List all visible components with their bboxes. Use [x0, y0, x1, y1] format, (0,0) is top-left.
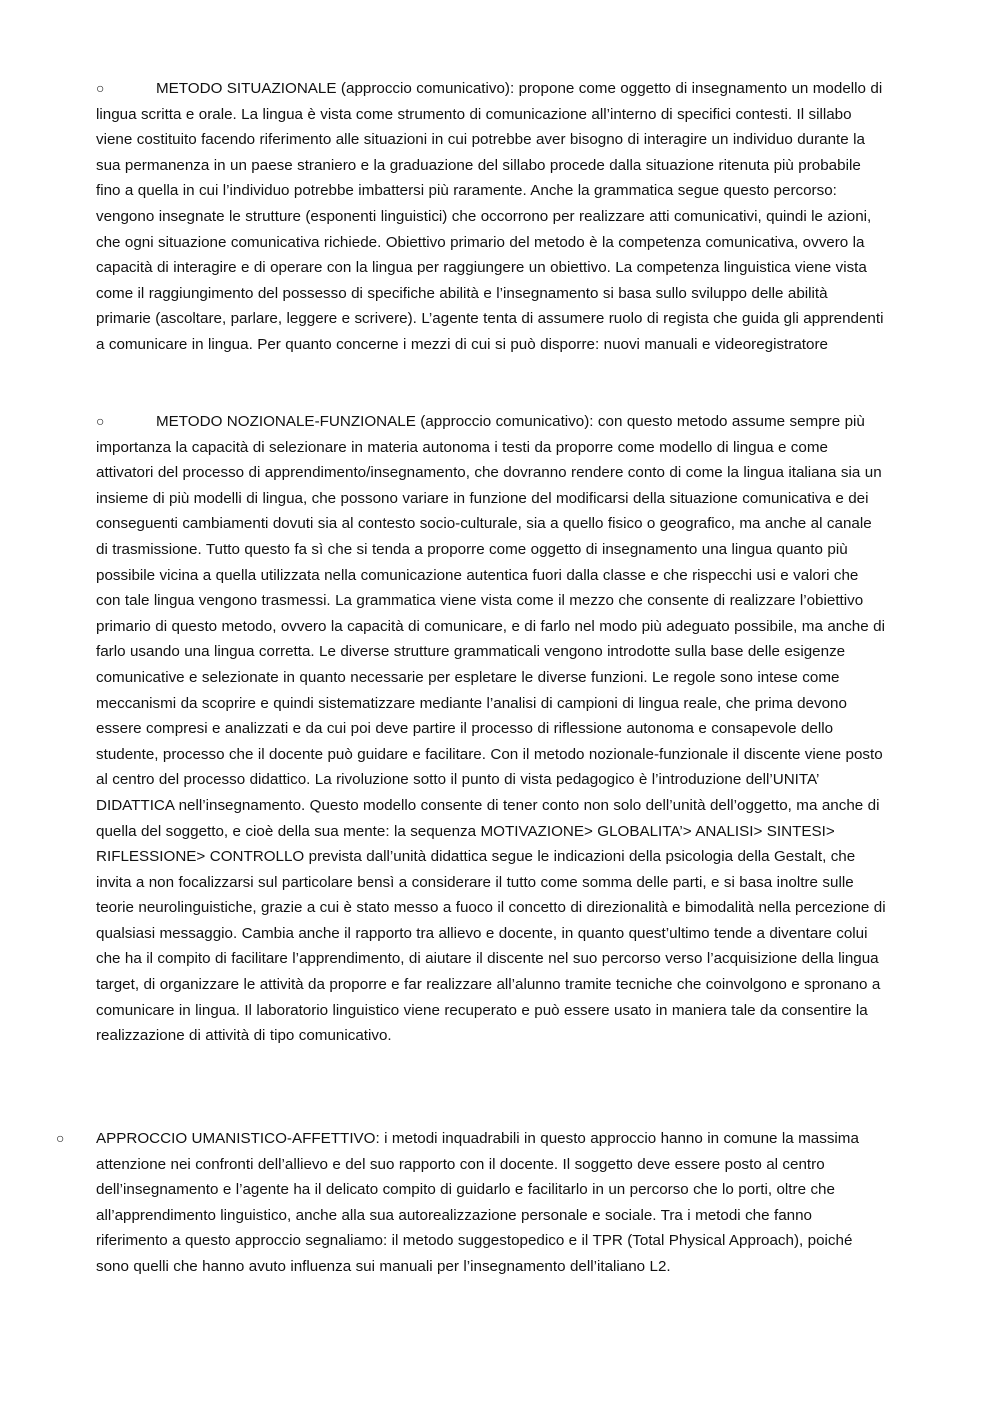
- bullet-circle-icon: ○: [96, 413, 105, 429]
- section-title: METODO SITUAZIONALE: [156, 80, 337, 97]
- bullet-circle-icon: ○: [56, 1130, 65, 1146]
- paragraph-text: [96, 409, 886, 1049]
- paragraph-body: (approccio comunicativo): con questo metodo assume sempre più importanza la capacità di selezionare in materia autonoma i testi da proporre come modello di lingua e come attivatori del processo di apprendimento/insegnamento, che dovranno rendere conto di come la lingua italiana sia un insieme di più modelli di lingua, che possono variare in funzione del modificarsi della situazione comunicativa e dei conseguenti cambiamenti dovuti sia al contesto socio-culturale, sia a quello fisico o geografico, ma anche al canale di trasmissione. Tutto questo fa sì che si tenda a proporre come oggetto di insegnamento una lingua quanto più possibile vicina a quella utilizzata nella comunicazione autentica fuori dalla classe e che rispecchi usi e valori che con tale lingua vengono trasmessi. La grammatica viene vista come il mezzo che consente di realizzare l’obiettivo primario di questo metodo, ovvero la capacità di comunicare, e di farlo nel modo più adeguato possibile, ma anche di farlo usando una lingua corretta. Le diverse strutture grammaticali vengono introdotte sulla base delle esigenze comunicative e selezionate in quanto necessarie per espletare le diverse funzioni. Le regole sono intese come meccanismi da scoprire e quindi sistematizzare mediante l’analisi di campioni di lingua reale, che prima devono essere compresi e analizzati e da cui poi deve partire il processo di riflessione autonoma e consapevole dello studente, processo che il docente può guidare e facilitare. Con il metodo nozionale-funzionale il discente viene posto al centro del processo didattico. La rivoluzione sotto il punto di vista pedagogico è l’introduzione dell’UNITA’ DIDATTICA nell’insegnamento. Questo modello consente di tener conto non solo dell’unità dell’oggetto, ma anche di quella del soggetto, e cioè della sua mente: la sequenza MOTIVAZIONE> GLOBALITA’> ANALISI> SINTESI> RIFLESSIONE> CONTROLLO prevista dall’unità didattica segue le indicazioni della psicologia della Gestalt, che invita a non focalizzarsi sul particolare bensì a considerare il tutto come somma delle parti, e si basa inoltre sulle teorie neurolinguistiche, grazie a cui è stato messo a fuoco il concetto di direzionalità e bimodalità nella percezione di qualsiasi messaggio. Cambia anche il rapporto tra allievo e docente, in quanto quest’ultimo tende a diventare colui che ha il compito di facilitare l’apprendimento, di aiutare il discente nel suo percorso verso l’acquisizione della lingua target, di organizzare le attività da proporre e far realizzare all’alunno tramite tecniche che coinvolgono e spronano a comunicare in lingua. Il laboratorio linguistico viene recuperato e può essere usato in maniera tale da consentire la realizzazione di attività di tipo comunicativo.: [96, 413, 886, 1045]
- paragraph-text: [96, 76, 886, 358]
- paragraph-text: [96, 1126, 886, 1280]
- bullet-circle-icon: ○: [96, 80, 105, 96]
- list-item-metodo-situazionale: [96, 76, 886, 358]
- list-item-metodo-nozionale-funzionale: [96, 409, 886, 1049]
- paragraph-body: : i metodi inquadrabili in questo approccio hanno in comune la massima attenzione nei confronti dell’allievo e del suo rapporto con il docente. Il soggetto deve essere posto al centro dell’insegnamento e l’agente ha il delicato compito di guidarlo e facilitarlo in un percorso che lo porti, oltre che all’apprendimento linguistico, anche alla sua autorealizzazione personale e sociale. Tra i metodi che fanno riferimento a questo approccio segnaliamo: il metodo suggestopedico e il TPR (Total Physical Approach), poiché sono quelli che hanno avuto influenza sui manuali per l’insegnamento dell’italiano L2.: [96, 1130, 859, 1275]
- paragraph-body: (approccio comunicativo): propone come oggetto di insegnamento un modello di lingua scritta e orale. La lingua è vista come strumento di comunicazione all’interno di specifici contesti. Il sillabo viene costituito facendo riferimento alle situazioni in cui potrebbe aver bisogno di interagire un individuo durante la sua permanenza in un paese straniero e la graduazione del sillabo procede dalla situazione ritenuta più probabile fino a quella in cui l’individuo potrebbe imbattersi più raramente. Anche la grammatica segue questo percorso: vengono insegnate le strutture (esponenti linguistici) che occorrono per realizzare atti comunicativi, quindi le azioni, che ogni situazione comunicativa richiede. Obiettivo primario del metodo è la competenza comunicativa, ovvero la capacità di interagire e di operare con la lingua per raggiungere un obiettivo. La competenza linguistica viene vista come il raggiungimento del possesso di specifiche abilità e l’insegnamento si basa sullo sviluppo delle abilità primarie (ascoltare, parlare, leggere e scrivere). L’agente tenta di assumere ruolo di regista che guida gli apprendenti a comunicare in lingua. Per quanto concerne i mezzi di cui si può disporre: nuovi manuali e videoregistratore: [96, 80, 884, 353]
- section-title: METODO NOZIONALE-FUNZIONALE: [156, 413, 416, 430]
- list-item-approccio-umanistico-affettivo: [56, 1126, 886, 1280]
- section-title: APPROCCIO UMANISTICO-AFFETTIVO: [96, 1130, 376, 1147]
